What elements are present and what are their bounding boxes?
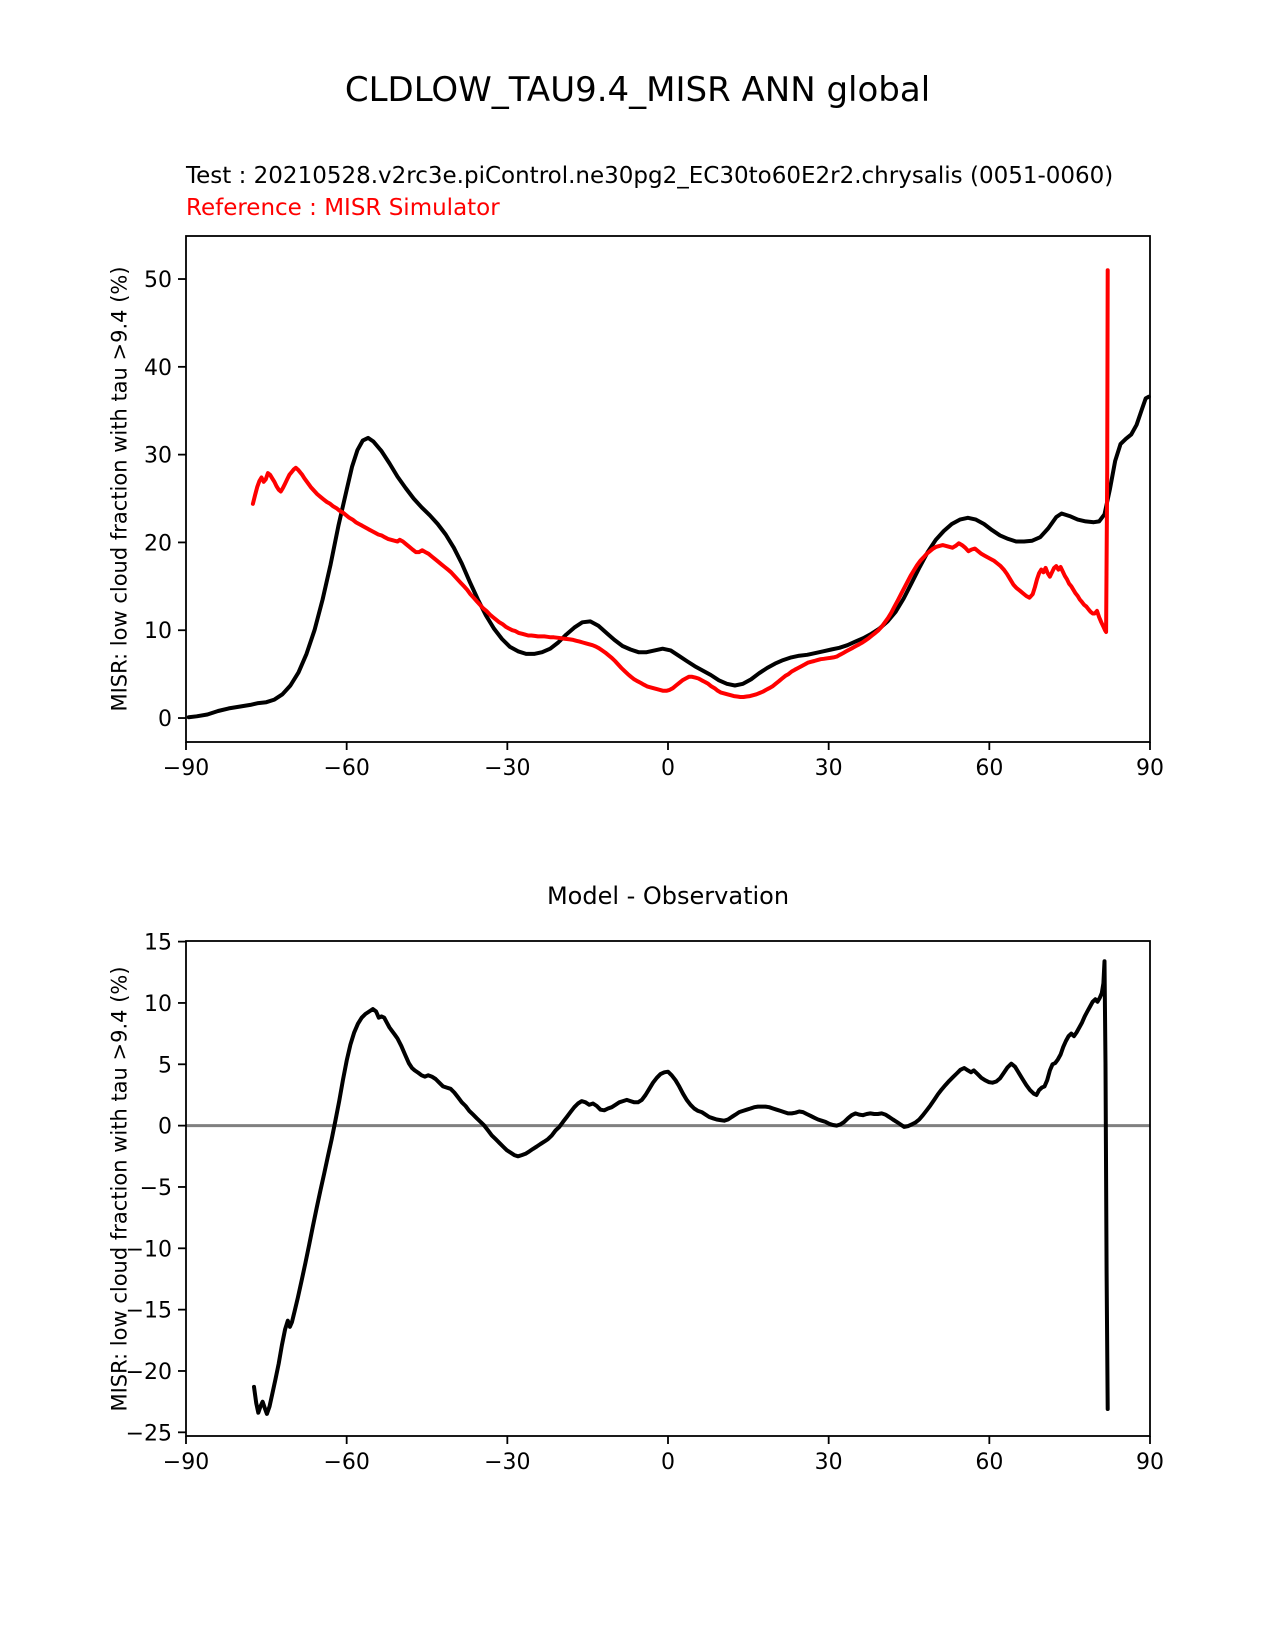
y-tick-label: −10 xyxy=(125,1237,172,1263)
series-reference-misr-simulator-red- xyxy=(253,270,1108,697)
x-tick-label: 30 xyxy=(814,756,843,781)
y-tick-label: −20 xyxy=(125,1359,172,1385)
bottom-chart-y-axis-label: MISR: low cloud fraction with tau >9.4 (%) xyxy=(108,965,132,1412)
reference-run-label: Reference : MISR Simulator xyxy=(186,195,500,221)
x-tick-label: 30 xyxy=(814,1450,843,1475)
series-test-model-black- xyxy=(189,397,1149,718)
x-tick-label: 90 xyxy=(1136,756,1164,781)
x-tick-label: −90 xyxy=(162,1450,210,1475)
test-run-label: Test : 20210528.v2rc3e.piControl.ne30pg2_EC30to60E2r2.chrysalis (0051-0060) xyxy=(186,163,1114,189)
y-tick-label: 10 xyxy=(144,619,172,645)
y-tick-label: 0 xyxy=(158,707,172,733)
bottom-chart-title: Model - Observation xyxy=(546,882,790,910)
plot-box xyxy=(186,941,1150,1436)
x-tick-label: 0 xyxy=(661,1450,675,1475)
x-tick-label: 60 xyxy=(975,756,1004,781)
y-tick-label: −15 xyxy=(125,1298,172,1324)
top-chart-y-axis-label: MISR: low cloud fraction with tau >9.4 (%) xyxy=(108,266,132,712)
y-tick-label: −5 xyxy=(139,1175,172,1201)
y-tick-label: 0 xyxy=(158,1114,172,1140)
x-tick-label: 0 xyxy=(661,756,675,781)
y-tick-label: 20 xyxy=(144,531,172,557)
y-tick-label: 40 xyxy=(144,355,172,381)
page-title: CLDLOW_TAU9.4_MISR ANN global xyxy=(344,70,931,110)
x-tick-label: −60 xyxy=(323,756,370,781)
x-tick-label: −90 xyxy=(162,756,210,781)
x-tick-label: 60 xyxy=(975,1450,1004,1475)
y-tick-label: −25 xyxy=(125,1421,172,1447)
x-tick-label: −60 xyxy=(323,1450,370,1475)
x-tick-label: −30 xyxy=(484,756,531,781)
y-tick-label: 50 xyxy=(144,268,172,294)
x-tick-label: 90 xyxy=(1136,1450,1164,1475)
plot-box xyxy=(186,236,1150,742)
x-tick-label: −30 xyxy=(484,1450,531,1475)
y-tick-label: 30 xyxy=(144,443,172,469)
y-tick-label: 5 xyxy=(158,1053,172,1079)
series-model-minus-observation-difference-black- xyxy=(254,961,1108,1414)
y-tick-label: 10 xyxy=(144,991,172,1017)
y-tick-label: 15 xyxy=(144,930,172,956)
